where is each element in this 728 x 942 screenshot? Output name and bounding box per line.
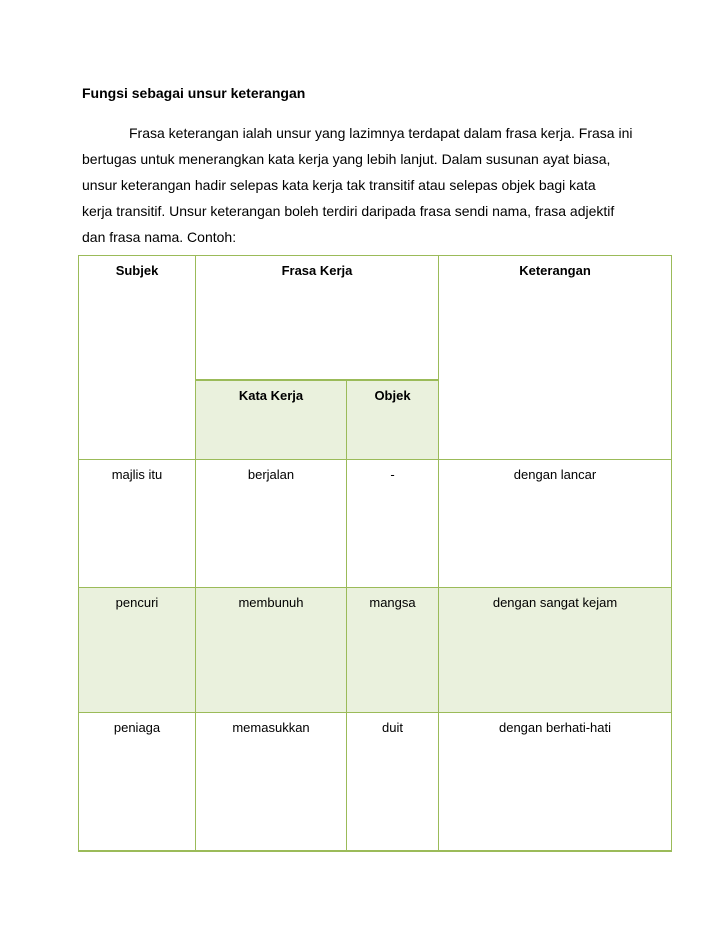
cell-kata-kerja: membunuh: [195, 587, 347, 713]
header-subjek: Subjek: [78, 255, 196, 460]
paragraph-line: dan frasa nama. Contoh:: [82, 229, 237, 245]
example-table: [78, 255, 672, 852]
cell-subjek: majlis itu: [78, 459, 196, 588]
section-heading: Fungsi sebagai unsur keterangan: [82, 85, 306, 101]
intro-paragraph: [82, 120, 648, 250]
cell-keterangan: dengan sangat kejam: [438, 587, 672, 713]
cell-objek: mangsa: [346, 587, 439, 713]
header-frasa-kerja: Frasa Kerja: [195, 255, 439, 381]
paragraph-line: kerja transitif. Unsur keterangan boleh terdiri daripada frasa sendi nama, frasa adjektif: [82, 203, 615, 219]
cell-subjek: pencuri: [78, 587, 196, 713]
cell-keterangan: dengan berhati-hati: [438, 712, 672, 852]
cell-keterangan: dengan lancar: [438, 459, 672, 588]
paragraph-line: Frasa keterangan ialah unsur yang lazimnya terdapat dalam frasa kerja. Frasa ini: [129, 125, 633, 141]
header-objek: Objek: [346, 379, 439, 460]
header-kata-kerja: Kata Kerja: [195, 379, 347, 460]
cell-kata-kerja: memasukkan: [195, 712, 347, 852]
cell-kata-kerja: berjalan: [195, 459, 347, 588]
paragraph-line: unsur keterangan hadir selepas kata kerja tak transitif atau selepas objek bagi kata: [82, 177, 596, 193]
paragraph-line: bertugas untuk menerangkan kata kerja yang lebih lanjut. Dalam susunan ayat biasa,: [82, 151, 611, 167]
cell-objek: duit: [346, 712, 439, 852]
cell-objek: -: [346, 459, 439, 588]
cell-subjek: peniaga: [78, 712, 196, 852]
header-keterangan: Keterangan: [438, 255, 672, 460]
